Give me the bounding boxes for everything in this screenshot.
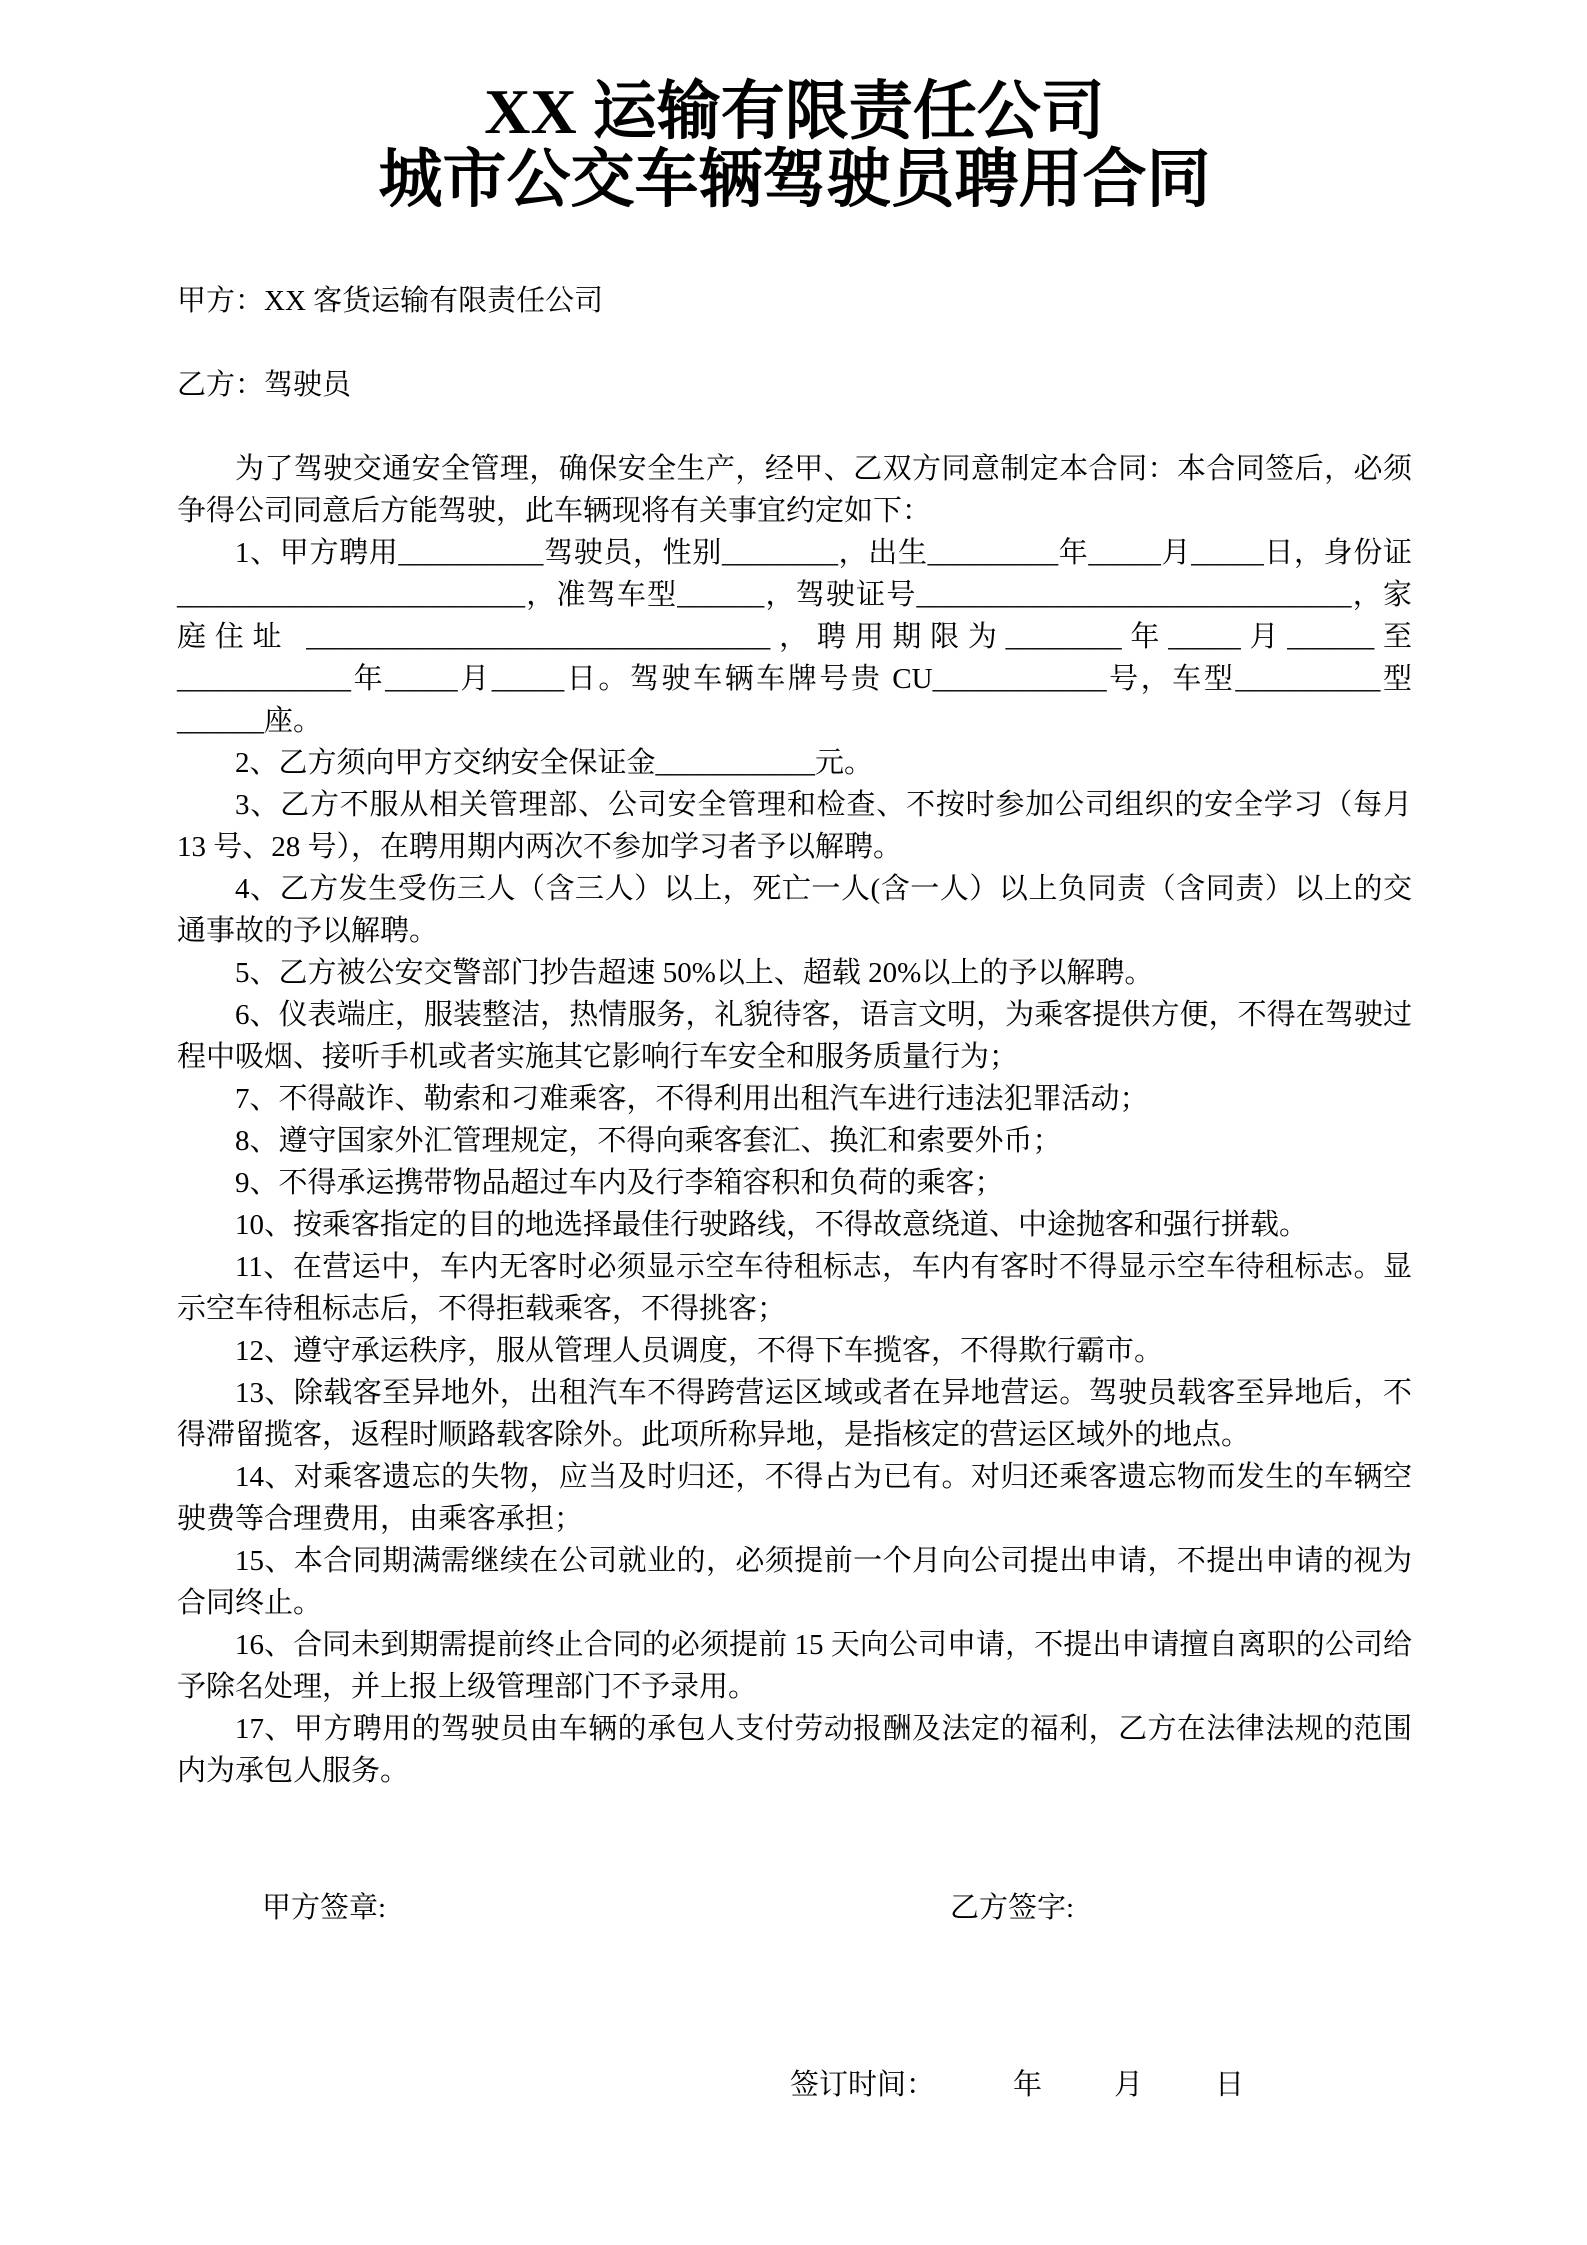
contract-item-3: 3、乙方不服从相关管理部、公司安全管理和检查、不按时参加公司组织的安全学习（每月 13 号、28 号），在聘用期内两次不参加学习者予以解聘。 (177, 789, 1412, 863)
contract-item-16: 16、合同未到期需提前终止合同的必须提前 15 天向公司申请，不提出申请擅自离职的公司给予除名处理，并上报上级管理部门不予录用。 (177, 1629, 1412, 1703)
contract-item-8: 8、遵守国家外汇管理规定，不得向乘客套汇、换汇和索要外币； (235, 1125, 1062, 1157)
contract-item-1: 1、甲方聘用__________驾驶员，性别________，出生_________年_____月_____日，身份证________________________，准驾车型______，驾驶证号______________________________，家庭住址 ________________________________，聘用期限为________年_____月______至____________年_____月_____日。驾驶车辆车牌号贵 CU____________号，车型__________型______座。 (177, 537, 1412, 737)
party-b-signature-label: 乙方签字: (950, 1892, 1075, 1924)
day-label: 日 (1215, 2069, 1245, 2101)
contract-item-6: 6、仪表端庄，服装整洁，热情服务，礼貌待客，语言文明，为乘客提供方便，不得在驾驶过程中吸烟、接听手机或者实施其它影响行车安全和服务质量行为； (177, 999, 1412, 1073)
contract-item-10: 10、按乘客指定的目的地选择最佳行驶路线，不得故意绕道、中途抛客和强行拼载。 (235, 1209, 1309, 1241)
signature-row (177, 1887, 1412, 1929)
party-a-line: 甲方：XX 客货运输有限责任公司 (177, 285, 604, 317)
document-title (177, 78, 1412, 214)
sign-date-row (177, 2064, 1412, 2106)
contract-item-2: 2、乙方须向甲方交纳安全保证金___________元。 (235, 747, 874, 779)
contract-item-4: 4、乙方发生受伤三人（含三人）以上，死亡一人(含一人）以上负同责（含同责）以上的交通事故的予以解聘。 (177, 873, 1412, 947)
contract-item-13: 13、除载客至异地外，出租汽车不得跨营运区域或者在异地营运。驾驶员载客至异地后，不得滞留揽客，返程时顺路载客除外。此项所称异地，是指核定的营运区域外的地点。 (177, 1377, 1412, 1451)
intro-paragraph: 为了驾驶交通安全管理，确保安全生产，经甲、乙双方同意制定本合同：本合同签后，必须争得公司同意后方能驾驶，此车辆现将有关事宜约定如下： (177, 453, 1412, 527)
contract-title: 城市公交车辆驾驶员聘用合同 (378, 144, 1211, 215)
year-label: 年 (1013, 2069, 1043, 2101)
contract-item-15: 15、本合同期满需继续在公司就业的，必须提前一个月向公司提出申请，不提出申请的视为合同终止。 (177, 1545, 1412, 1619)
party-b-line: 乙方：驾驶员 (177, 369, 352, 401)
sign-date-label: 签订时间： (790, 2069, 936, 2101)
month-label: 月 (1114, 2069, 1144, 2101)
company-title: XX 运输有限责任公司 (484, 76, 1105, 147)
contract-item-11: 11、在营运中，车内无客时必须显示空车待租标志，车内有客时不得显示空车待租标志。显示空车待租标志后，不得拒载乘客，不得挑客； (177, 1251, 1412, 1325)
contract-item-9: 9、不得承运携带物品超过车内及行李箱容积和负荷的乘客； (235, 1167, 1004, 1199)
contract-item-14: 14、对乘客遗忘的失物，应当及时归还，不得占为已有。对归还乘客遗忘物而发生的车辆空驶费等合理费用，由乘客承担； (177, 1461, 1412, 1535)
contract-item-17: 17、甲方聘用的驾驶员由车辆的承包人支付劳动报酬及法定的福利，乙方在法律法规的范围内为承包人服务。 (177, 1713, 1412, 1787)
party-a-signature-label: 甲方签章: (262, 1892, 387, 1924)
contract-item-7: 7、不得敲诈、勒索和刁难乘客，不得利用出租汽车进行违法犯罪活动； (235, 1083, 1149, 1115)
contract-item-12: 12、遵守承运秩序，服从管理人员调度，不得下车揽客，不得欺行霸市。 (235, 1335, 1164, 1367)
contract-item-5: 5、乙方被公安交警部门抄告超速 50%以上、超载 20%以上的予以解聘。 (235, 957, 1154, 989)
